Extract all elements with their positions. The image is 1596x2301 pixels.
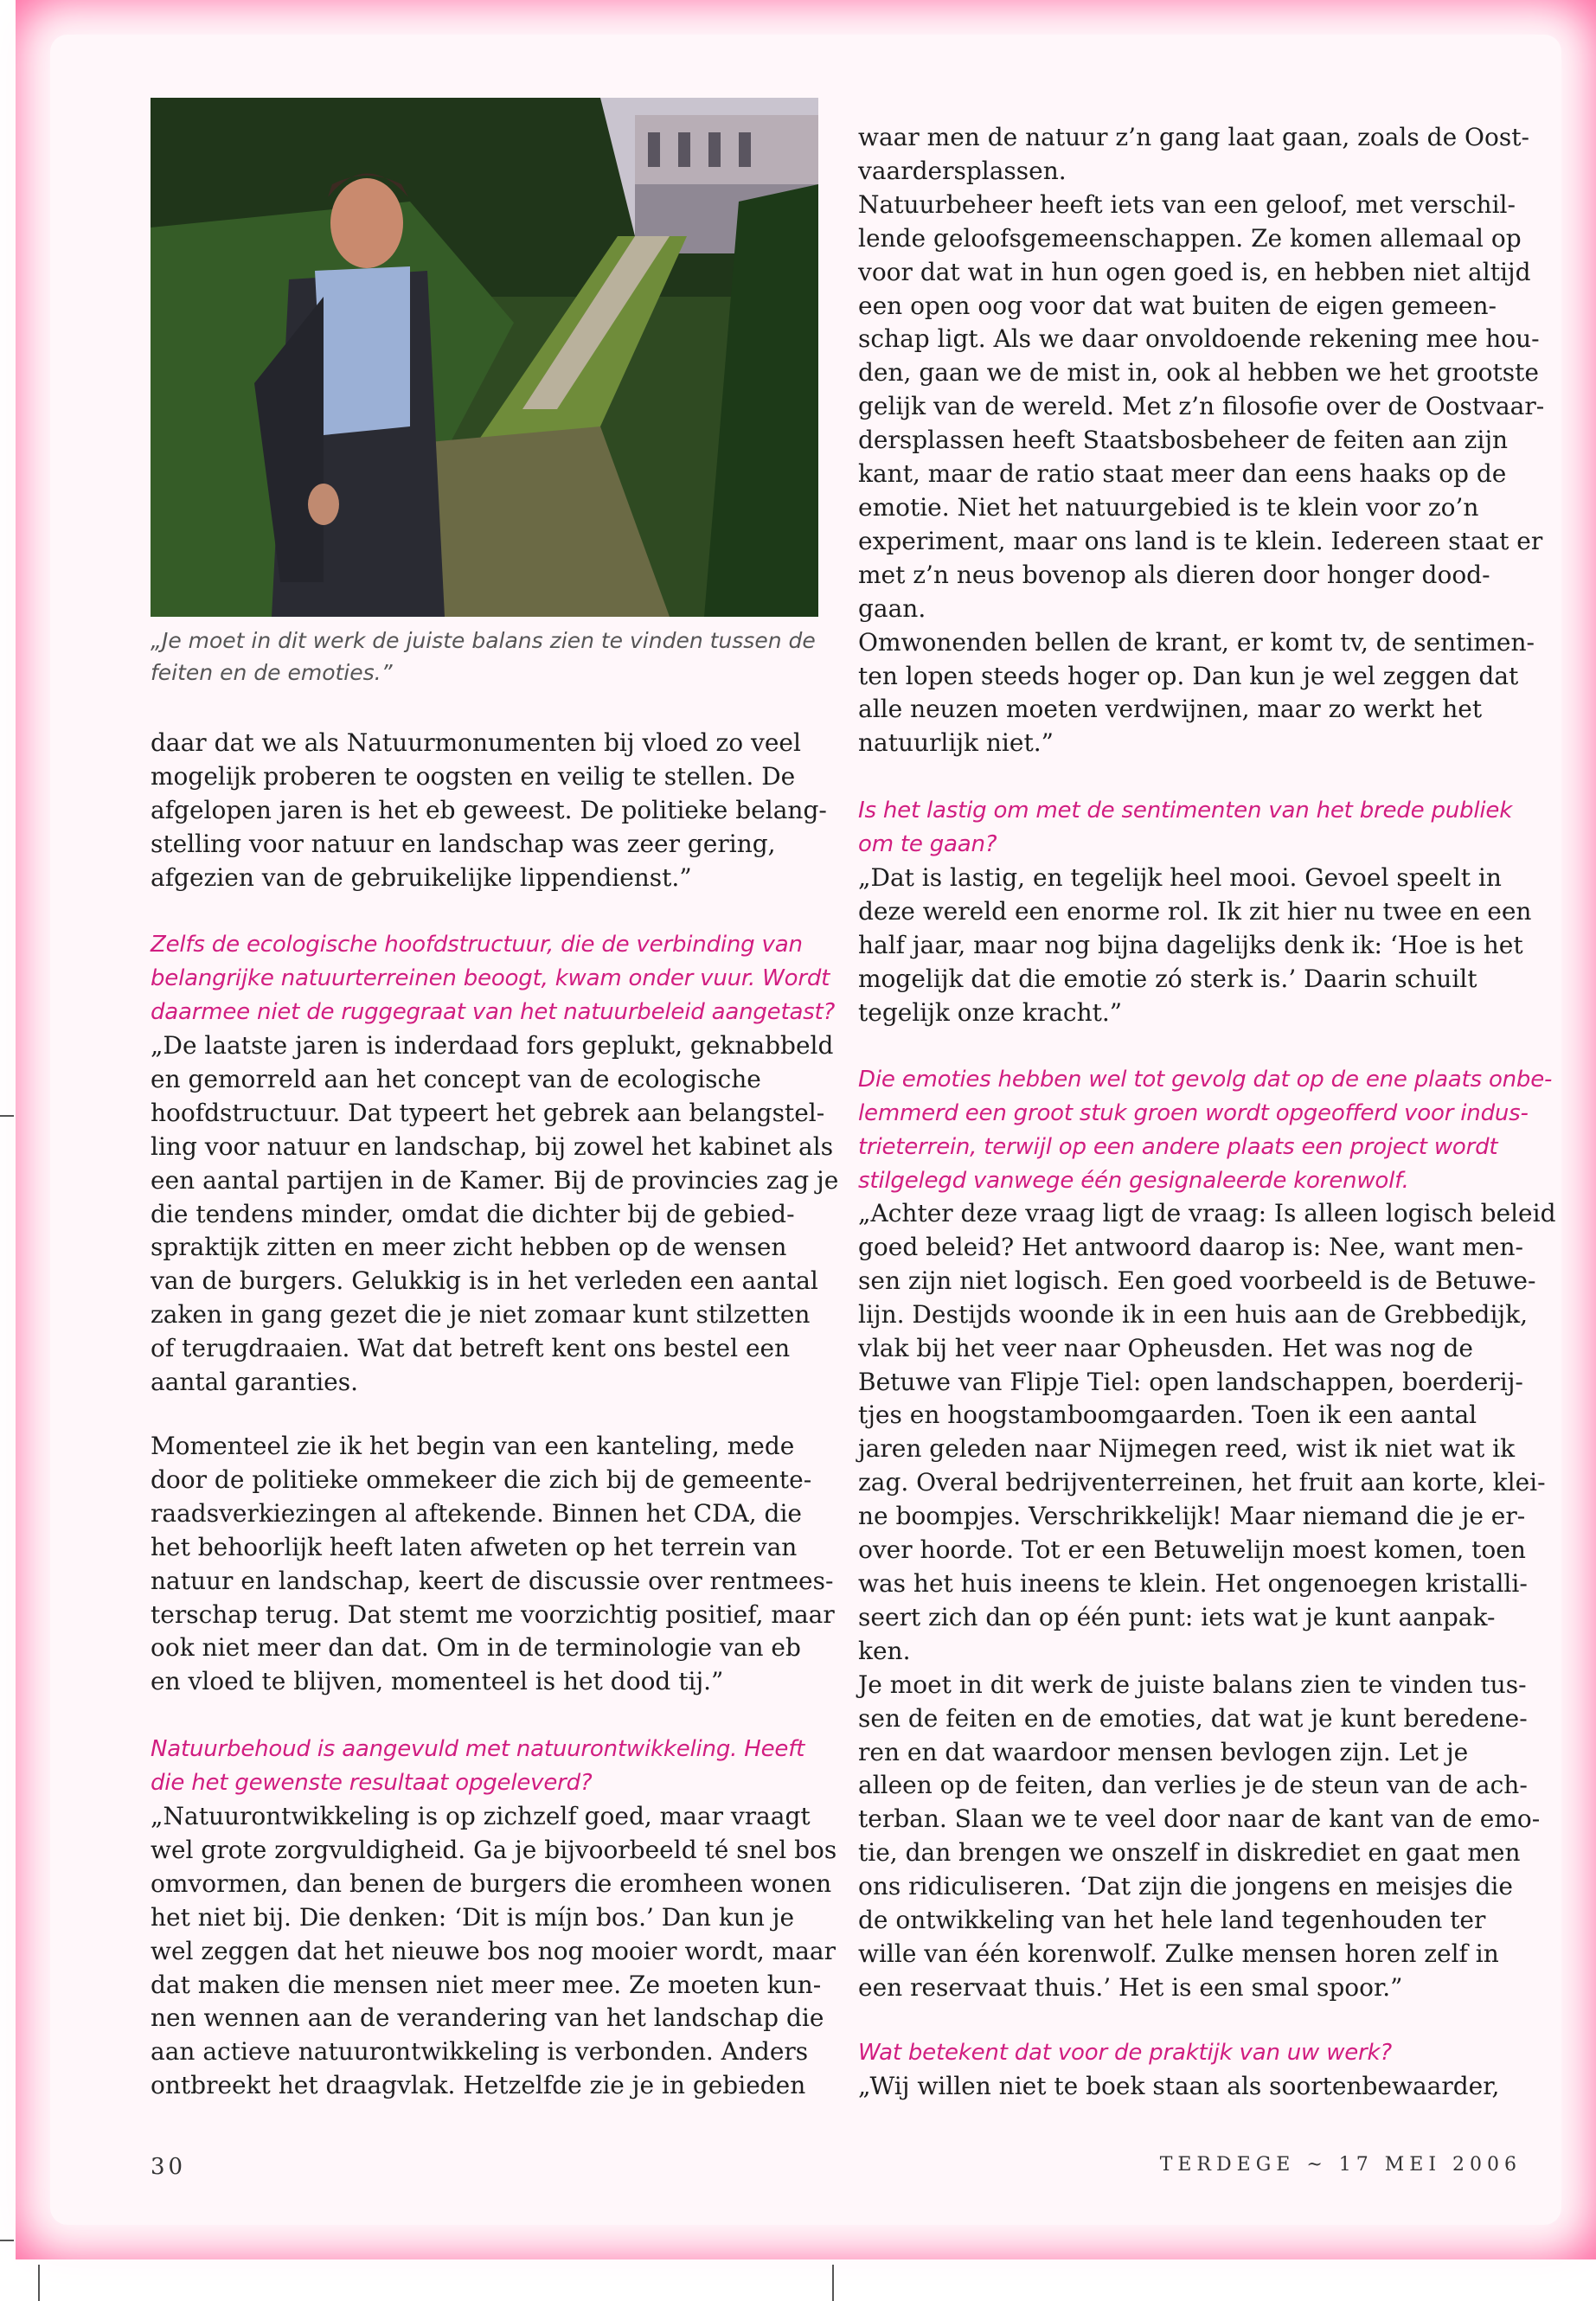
text-line: vaardersplassen. bbox=[858, 156, 1067, 185]
text-line: ook niet meer dan dat. Om in de terminologie van eb bbox=[151, 1633, 801, 1663]
body-paragraph bbox=[858, 121, 1544, 760]
text-line: een open oog voor dat wat buiten de eigen gemeen- bbox=[858, 291, 1497, 320]
text-line: tegelijk onze kracht.” bbox=[858, 997, 1123, 1027]
caption-line: „Je moet in dit werk de juiste balans zien te vinden tussen de bbox=[151, 628, 816, 653]
interview-question bbox=[858, 794, 1512, 862]
text-line: ken. bbox=[858, 1636, 911, 1665]
text-line: het behoorlijk heeft laten afweten op het terrein van bbox=[151, 1532, 798, 1561]
text-line: trieterrein, terwijl op een andere plaats een project wordt bbox=[858, 1133, 1498, 1160]
body-paragraph bbox=[858, 1197, 1556, 2005]
text-line: Je moet in dit werk de juiste balans zien te vinden tus- bbox=[858, 1670, 1527, 1699]
text-line: hoofdstructuur. Dat typeert het gebrek aan belangstel- bbox=[151, 1098, 825, 1127]
text-line: vlak bij het veer naar Opheusden. Het was nog de bbox=[858, 1333, 1473, 1362]
text-line: de ontwikkeling van het hele land tegenhouden ter bbox=[858, 1906, 1486, 1935]
text-line: Is het lastig om met de sentimenten van het brede publiek bbox=[858, 798, 1513, 824]
body-paragraph bbox=[858, 2070, 1499, 2104]
text-line: emotie. Niet het natuurgebied is te klein voor zo’n bbox=[858, 492, 1479, 522]
text-line: wel grote zorgvuldigheid. Ga je bijvoorbeeld té snel bos bbox=[151, 1835, 837, 1864]
page-number: 30 bbox=[151, 2154, 187, 2180]
text-line: was het huis ineens te klein. Het ongenoegen kristalli- bbox=[858, 1568, 1528, 1598]
text-line: gelijk van de wereld. Met z’n filosofie over de Oostvaar- bbox=[858, 392, 1545, 421]
text-line: jaren geleden naar Nijmegen reed, wist ik niet wat ik bbox=[858, 1434, 1516, 1464]
text-line: Natuurbeheer heeft iets van een geloof, met verschil- bbox=[858, 189, 1516, 219]
text-line: nen wennen aan de verandering van het landschap die bbox=[151, 2003, 824, 2033]
text-line: een reservaat thuis.’ Het is een smal spoor.” bbox=[858, 1972, 1403, 2002]
text-line: aan actieve natuurontwikkeling is verbonden. Anders bbox=[151, 2037, 809, 2067]
magazine-footer: TERDEGE ~ 17 MEI 2006 bbox=[1159, 2154, 1522, 2176]
text-line: dersplassen heeft Staatsbosbeheer de feiten aan zijn bbox=[858, 426, 1509, 455]
photo-caption bbox=[151, 625, 818, 689]
text-line: experiment, maar ons land is te klein. Iedereen staat er bbox=[858, 526, 1543, 555]
body-paragraph bbox=[858, 862, 1531, 1030]
text-line: daar dat we als Natuurmonumenten bij vloed zo veel bbox=[151, 728, 801, 757]
text-line: alleen op de feiten, dan verlies je de steun van de ach- bbox=[858, 1771, 1528, 1800]
text-line: terban. Slaan we te veel door naar de kant van de emo- bbox=[858, 1804, 1541, 1834]
text-line: een aantal partijen in de Kamer. Bij de provincies zag je bbox=[151, 1165, 839, 1195]
text-line: zaken in gang gezet die je niet zomaar kunt stilzetten bbox=[151, 1300, 811, 1330]
text-line: sen zijn niet logisch. Een goed voorbeeld is de Betuwe- bbox=[858, 1266, 1536, 1295]
text-line: over hoorde. Tot er een Betuwelijn moest komen, toen bbox=[858, 1535, 1526, 1565]
text-line: Die emoties hebben wel tot gevolg dat op de ene plaats onbe- bbox=[858, 1067, 1553, 1093]
text-line: of terugdraaien. Wat dat betreft kent ons bestel een bbox=[151, 1334, 791, 1363]
text-line: deze wereld een enorme rol. Ik zit hier nu twee en een bbox=[858, 896, 1532, 926]
text-line: van de burgers. Gelukkig is in het verleden een aantal bbox=[151, 1266, 818, 1296]
interview-question bbox=[151, 1733, 804, 1800]
text-line: terschap terug. Dat stemt me voorzichtig positief, maar bbox=[151, 1599, 835, 1629]
text-line: raadsverkiezingen al aftekende. Binnen het CDA, die bbox=[151, 1498, 802, 1528]
caption-line: feiten en de emoties.” bbox=[151, 660, 393, 685]
text-line: „Natuurontwikkeling is op zichzelf goed, maar vraagt bbox=[151, 1802, 811, 1830]
text-line: aantal garanties. bbox=[151, 1368, 358, 1397]
text-line: mogelijk proberen te oogsten en veilig te stellen. De bbox=[151, 761, 796, 791]
text-line: Natuurbehoud is aangevuld met natuurontwikkeling. Heeft bbox=[151, 1736, 805, 1762]
text-line: voor dat wat in hun ogen goed is, en hebben niet altijd bbox=[858, 257, 1531, 286]
text-line: die het gewenste resultaat opgeleverd? bbox=[151, 1769, 593, 1796]
text-line: „Dat is lastig, en tegelijk heel mooi. Gevoel speelt in bbox=[858, 863, 1502, 892]
text-line: Zelfs de ecologische hoofdstructuur, die de verbinding van bbox=[151, 932, 803, 958]
text-line: „De laatste jaren is inderdaad fors geplukt, geknabbeld bbox=[151, 1031, 834, 1060]
text-line: het niet bij. Die denken: ‘Dit is míjn bos.’ Dan kun je bbox=[151, 1902, 795, 1932]
text-line: kant, maar de ratio staat meer dan eens haaks op de bbox=[858, 459, 1507, 489]
text-line: half jaar, maar nog bijna dagelijks denk ik: ‘Hoe is het bbox=[858, 930, 1523, 959]
text-line: Momenteel zie ik het begin van een kanteling, mede bbox=[151, 1432, 795, 1460]
text-line: omvormen, dan benen de burgers die eromheen wonen bbox=[151, 1868, 832, 1898]
text-line: ling voor natuur en landschap, bij zowel het kabinet als bbox=[151, 1131, 834, 1161]
text-line: mogelijk dat die emotie zó sterk is.’ Daarin schuilt bbox=[858, 964, 1477, 993]
portrait-photo bbox=[151, 98, 818, 617]
text-line: ons ridiculiseren. ‘Dat zijn die jongens en meisjes die bbox=[858, 1872, 1513, 1901]
text-line: Wat betekent dat voor de praktijk van uw werk? bbox=[858, 2040, 1392, 2066]
text-line: stilgelegd vanwege één gesignaleerde korenwolf. bbox=[858, 1167, 1409, 1194]
crop-mark bbox=[0, 1115, 14, 1117]
crop-mark bbox=[38, 2265, 40, 2301]
text-line: en gemorreld aan het concept van de ecologische bbox=[151, 1064, 761, 1093]
text-line: waar men de natuur z’n gang laat gaan, zoals de Oost- bbox=[858, 123, 1529, 151]
crop-mark bbox=[832, 2265, 834, 2301]
text-line: dat maken die mensen niet meer mee. Ze moeten kun- bbox=[151, 1970, 822, 1999]
body-paragraph bbox=[151, 727, 827, 895]
text-line: zag. Overal bedrijventerreinen, het fruit aan korte, klei- bbox=[858, 1468, 1546, 1497]
text-line: lemmerd een groot stuk groen wordt opgeofferd voor indus- bbox=[858, 1099, 1529, 1126]
text-line: tjes en hoogstamboomgaarden. Toen ik een aantal bbox=[858, 1400, 1477, 1430]
text-line: stelling voor natuur en landschap was zeer gering, bbox=[151, 829, 776, 858]
text-line: ne boompjes. Verschrikkelijk! Maar niemand die je er- bbox=[858, 1502, 1526, 1531]
text-line: afgelopen jaren is het eb geweest. De politieke belang- bbox=[151, 795, 827, 824]
text-line: „Achter deze vraag ligt de vraag: Is alleen logisch beleid bbox=[858, 1199, 1556, 1227]
text-line: Betuwe van Flipje Tiel: open landschappen, boerderij- bbox=[858, 1367, 1523, 1396]
body-paragraph bbox=[151, 1430, 835, 1699]
interview-question bbox=[858, 1063, 1552, 1198]
interview-question bbox=[151, 928, 835, 1029]
crop-mark bbox=[0, 2240, 14, 2241]
text-line: seert zich dan op één punt: iets wat je kunt aanpak- bbox=[858, 1602, 1496, 1631]
text-line: lijn. Destijds woonde ik in een huis aan de Grebbedijk, bbox=[858, 1299, 1528, 1329]
text-line: en vloed te blijven, momenteel is het dood tij.” bbox=[151, 1667, 724, 1696]
interview-question bbox=[858, 2036, 1392, 2070]
text-line: gaan. bbox=[858, 593, 926, 623]
text-line: wel zeggen dat het nieuwe bos nog mooier wordt, maar bbox=[151, 1936, 836, 1965]
text-line: lende geloofsgemeenschappen. Ze komen allemaal op bbox=[858, 223, 1522, 253]
text-line: „Wij willen niet te boek staan als soortenbewaarder, bbox=[858, 2072, 1500, 2100]
text-line: natuurlijk niet.” bbox=[858, 728, 1054, 758]
text-line: om te gaan? bbox=[858, 830, 997, 857]
text-line: door de politieke ommekeer die zich bij de gemeente- bbox=[151, 1465, 812, 1494]
text-line: ontbreekt het draagvlak. Hetzelfde zie je in gebieden bbox=[151, 2071, 806, 2100]
text-line: ren en dat waardoor mensen bevlogen zijn. Let je bbox=[858, 1737, 1469, 1766]
text-line: alle neuzen moeten verdwijnen, maar zo werkt het bbox=[858, 695, 1483, 724]
text-line: daarmee niet de ruggegraat van het natuurbeleid aangetast? bbox=[151, 998, 836, 1025]
text-line: schap ligt. Als we daar onvoldoende rekening mee hou- bbox=[858, 324, 1540, 354]
text-line: tie, dan brengen we onszelf in diskrediet en gaat men bbox=[858, 1838, 1521, 1868]
text-line: ten lopen steeds hoger op. Dan kun je wel zeggen dat bbox=[858, 661, 1519, 690]
text-line: wille van één korenwolf. Zulke mensen horen zelf in bbox=[858, 1939, 1499, 1968]
text-line: afgezien van de gebruikelijke lippendienst.” bbox=[151, 862, 692, 892]
text-line: met z’n neus bovenop als dieren door honger dood- bbox=[858, 560, 1490, 589]
text-line: den, gaan we de mist in, ook al hebben we het grootste bbox=[858, 358, 1539, 388]
text-line: Omwonenden bellen de krant, er komt tv, de sentimen- bbox=[858, 627, 1535, 657]
text-line: belangrijke natuurterreinen beoogt, kwam onder vuur. Wordt bbox=[151, 965, 830, 991]
text-line: spraktijk zitten en meer zicht hebben op de wensen bbox=[151, 1233, 787, 1262]
text-line: goed beleid? Het antwoord daarop is: Nee, want men- bbox=[858, 1232, 1523, 1261]
text-line: natuur en landschap, keert de discussie over rentmees- bbox=[151, 1566, 834, 1595]
body-paragraph bbox=[151, 1029, 838, 1400]
text-line: die tendens minder, omdat die dichter bij de gebied- bbox=[151, 1199, 795, 1228]
text-line: sen de feiten en de emoties, dat wat je kunt beredene- bbox=[858, 1703, 1528, 1733]
body-paragraph bbox=[151, 1800, 836, 2103]
